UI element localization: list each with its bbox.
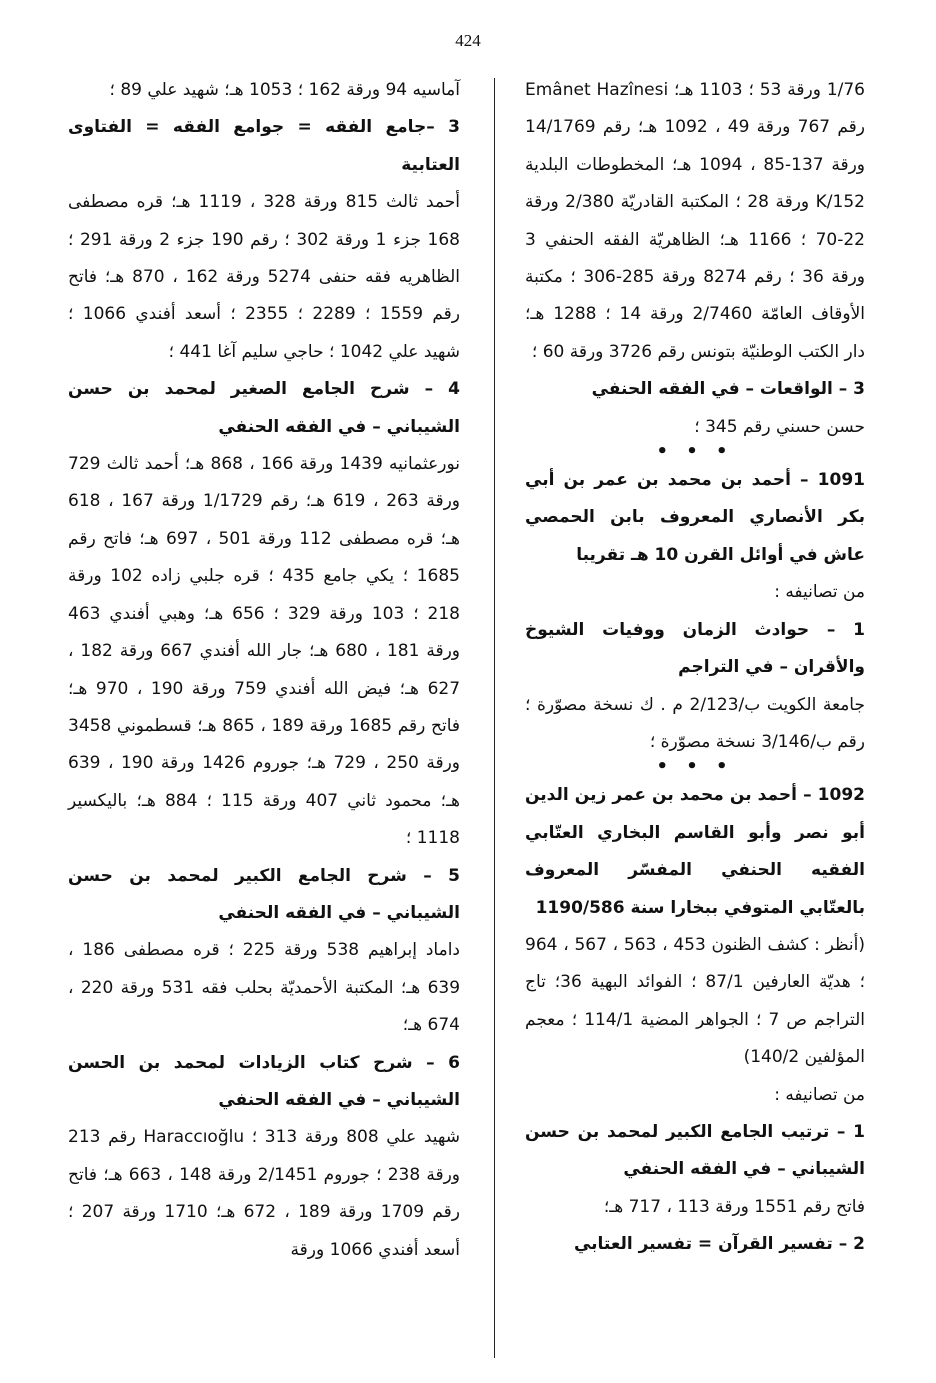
column-divider xyxy=(494,78,495,1358)
section-separator: • • • xyxy=(656,441,734,463)
entry-text: أحمد ثالث 815 ورقة 328 ، 1119 هـ؛ قره مصطفى 168 جزء 1 ورقة 302 ؛ رقم 190 جزء 2 ورقة 291 ؛ الظاهريه فقه حنفى 5274 ورقة 162 ، 870 هـ؛ فاتح رقم 1559 ؛ 2289 ؛ 2355 ؛ أسعد أفندي 1066 ؛ شهيد علي 1042 ؛ حاجي سليم آغا 441 ؛ xyxy=(68,192,461,362)
entry-text: جامعة الكويت ب/2/123 م . ك نسخة مصوّرة ؛ رقم ب/3/146 نسخة مصوّرة ؛ xyxy=(525,694,865,752)
entry-text: شهيد علي 808 ورقة 313 ؛ Haraccıoğlu رقم 213 ورقة 238 ؛ جوروم 2/1451 ورقة 148 ، 663 هـ؛ فاتح رقم 1709 ورقة 189 ، 672 هـ؛ 1710 ورقة 207 ؛ أسعد أفندي 1066 ورقة xyxy=(68,1127,460,1260)
entry-text: (أنظر : كشف الظنون 453 ، 563 ، 567 ، 964 ؛ هديّة العارفين 87/1 ؛ الفوائد البهية 36؛ تاج التراجم ص 7 ؛ الجواهر المضية 114/1 ؛ معجم المؤلفين 140/2) xyxy=(525,934,865,1068)
entry-heading: 1 – حوادث الزمان ووفيات الشيوخ والأقران – في التراجم xyxy=(525,619,865,678)
entry-text: داماد إبراهيم 538 ورقة 225 ؛ قره مصطفى 186 ، 639 هـ؛ المكتبة الأحمديّة بحلب فقه 531 ورقة 220 ، 674 هـ؛ xyxy=(68,940,461,1036)
entry-heading: 1092 – أحمد بن محمد بن عمر زين الدين أبو نصر وأبو القاسم البخاري العتّابي الفقيه الحنفي المفسّر المعروف بالعتّابي المتوفي ببخارا سنة 1190/586 xyxy=(525,785,865,918)
entry-heading: 3 – الواقعات – في الفقه الحنفي xyxy=(591,379,865,400)
entry-heading: 1 – ترتيب الجامع الكبير لمحمد بن حسن الشيباني – في الفقه الحنفي xyxy=(525,1121,865,1180)
entry-text: نورعثمانيه 1439 ورقة 166 ، 868 هـ؛ أحمد ثالث 729 ورقة 263 ، 619 هـ؛ رقم 1/1729 ورقة 167 ، 618 هـ؛ قره مصطفى 112 ورقة 501 ، 697 هـ؛ فاتح رقم 1685 ؛ يكي جامع 435 ؛ قره جلبي زاده 102 ورقة 218 ؛ 103 ورقة 329 ؛ 656 هـ؛ وهبي أفندي 463 ورقة 181 ، 680 هـ؛ جار الله أفندي 667 ورقة 182 ، 627 هـ؛ فيض الله أفندي 759 ورقة 190 ، 970 هـ؛ فاتح رقم 1685 ورقة 189 ، 865 هـ؛ قسطموني 3458 ورقة 250 ، 729 هـ؛ جوروم 1426 ورقة 190 ، 639 هـ؛ محمود ثاني 407 ورقة 115 ؛ 884 هـ؛ باليكسير 1118 ؛ xyxy=(68,454,461,849)
left-column xyxy=(68,72,460,1269)
section-separator: • • • xyxy=(656,756,734,778)
entry-heading: 5 – شرح الجامع الكبير لمحمد بن حسن الشيباني – في الفقه الحنفي xyxy=(68,865,460,923)
entry-heading: 2 – تفسير القرآن = تفسير العتابي xyxy=(573,1234,865,1255)
entry-heading: 6 – شرح كتاب الزيادات لمحمد بن الحسن الشيباني – في الفقه الحنفي xyxy=(68,1052,460,1110)
entry-text: 1/76 ورقة 53 ؛ 1103 هـ؛ Emânet Hazînesi رقم 767 ورقة 49 ، 1092 هـ؛ رقم 14/1769 ورقة 137-85 ، 1094 هـ؛ المخطوطات البلدية 152/K ورقة 28 ؛ المكتبة القادريّة 2/380 ورقة 22-70 ؛ 1166 هـ؛ الظاهريّة الفقه الحنفي 3 ورقة 36 ؛ رقم 8274 ورقة 285-306 ؛ مكتبة الأوقاف العامّة 2/7460 ورقة 14 ؛ 1288 هـ؛ دار الكتب الوطنيّة بتونس رقم 3726 ورقة 60 ؛ xyxy=(525,80,866,362)
entry-text: حسن حسني رقم 345 ؛ xyxy=(694,416,865,437)
right-column xyxy=(525,72,865,1264)
entry-heading: 4 – شرح الجامع الصغير لمحمد بن حسن الشيباني – في الفقه الحنفي xyxy=(68,379,460,437)
entry-text: من تصانيفه : xyxy=(774,582,865,603)
entry-text: فاتح رقم 1551 ورقة 113 ، 717 هـ؛ xyxy=(603,1196,865,1217)
entry-heading: 1091 – أحمد بن محمد بن عمر بن أبي بكر الأنصاري المعروف بابن الحمصي عاش في أوائل القرن 10 هـ تقريبا xyxy=(525,470,865,565)
entry-text: من تصانيفه : xyxy=(774,1084,865,1105)
entry-text: آماسيه 94 ورقة 162 ؛ 1053 هـ؛ شهيد علي 89 ؛ xyxy=(109,80,460,100)
entry-heading: 3 –جامع الفقه = جوامع الفقه = الفتاوى العتابية xyxy=(68,117,460,175)
page-number: 424 xyxy=(455,31,481,50)
